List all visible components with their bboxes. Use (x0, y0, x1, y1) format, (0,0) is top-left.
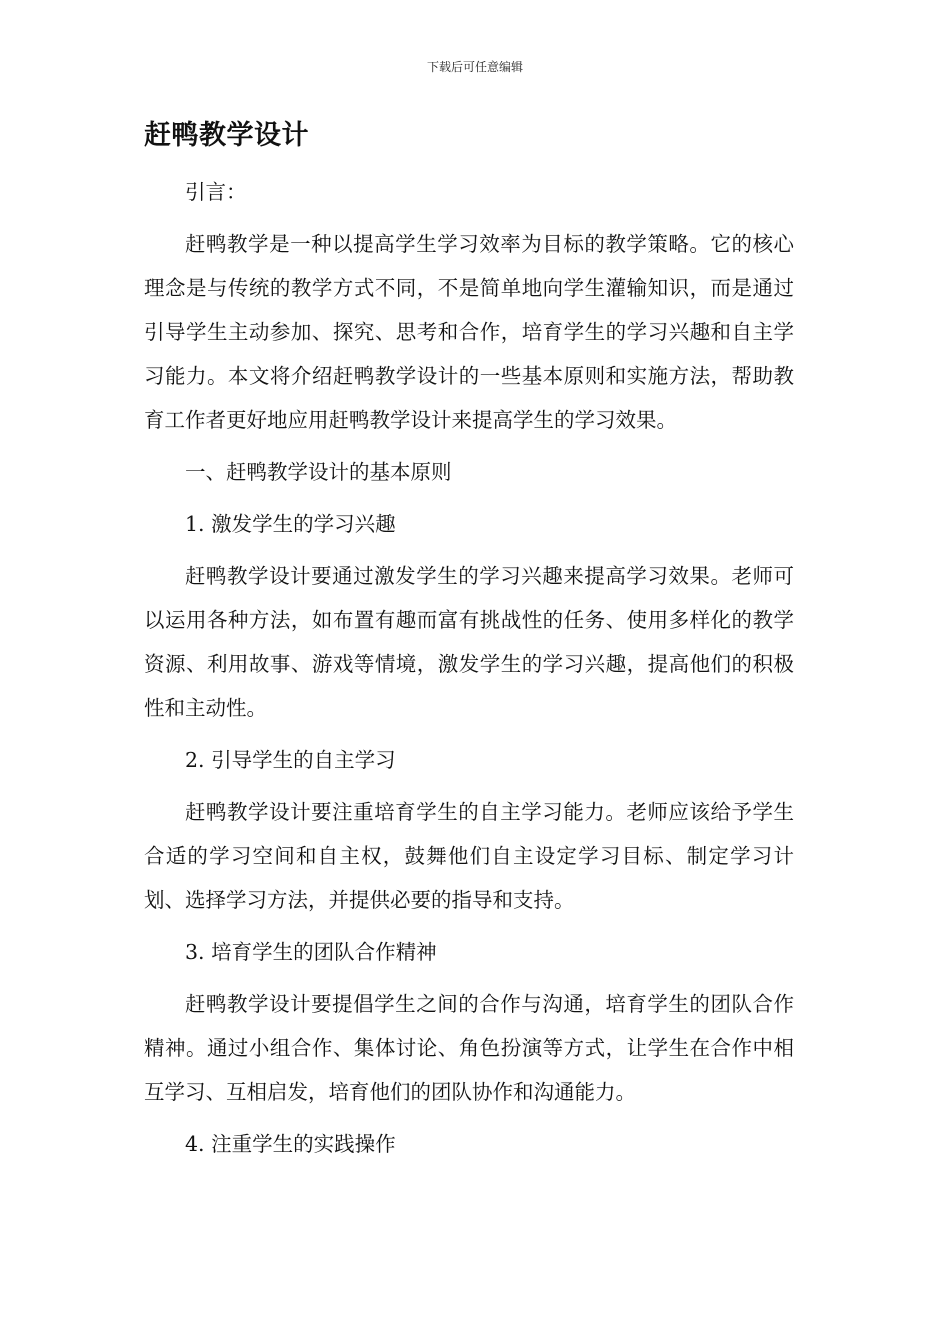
intro-label: 引言： (185, 180, 247, 204)
section-heading: 一、赶鸭教学设计的基本原则 (185, 460, 452, 484)
principle-body-3: 赶鸭教学设计要提倡学生之间的合作与沟通，培育学生的团队合作精神。通过小组合作、集体讨论、角色扮演等方式，让学生在合作中相互学习、互相启发，培育他们的团队协作和沟通能力。 (144, 992, 794, 1104)
document-body (144, 112, 794, 1174)
intro-paragraph: 赶鸭教学是一种以提高学生学习效率为目标的教学策略。它的核心理念是与传统的教学方式不同，不是简单地向学生灌输知识，而是通过引导学生主动参加、探究、思考和合作，培育学生的学习兴趣和自主学习能力。本文将介绍赶鸭教学设计的一些基本原则和实施方法，帮助教育工作者更好地应用赶鸭教学设计来提高学生的学习效果。 (144, 232, 794, 432)
principle-body-1: 赶鸭教学设计要通过激发学生的学习兴趣来提高学习效果。老师可以运用各种方法，如布置有趣而富有挑战性的任务、使用多样化的教学资源、利用故事、游戏等情境，激发学生的学习兴趣，提高他们的积极性和主动性。 (144, 564, 794, 720)
principle-heading-3: 3. 培育学生的团队合作精神 (185, 940, 437, 964)
document-title: 赶鸭教学设计 (144, 120, 309, 151)
principle-heading-4: 4. 注重学生的实践操作 (185, 1132, 396, 1156)
principle-body-2: 赶鸭教学设计要注重培育学生的自主学习能力。老师应该给予学生合适的学习空间和自主权，鼓舞他们自主设定学习目标、制定学习计划、选择学习方法，并提供必要的指导和支持。 (144, 800, 794, 912)
principle-heading-2: 2. 引导学生的自主学习 (185, 748, 396, 772)
header-note: 下载后可任意编辑 (426, 60, 523, 74)
principle-heading-1: 1. 激发学生的学习兴趣 (185, 512, 396, 536)
